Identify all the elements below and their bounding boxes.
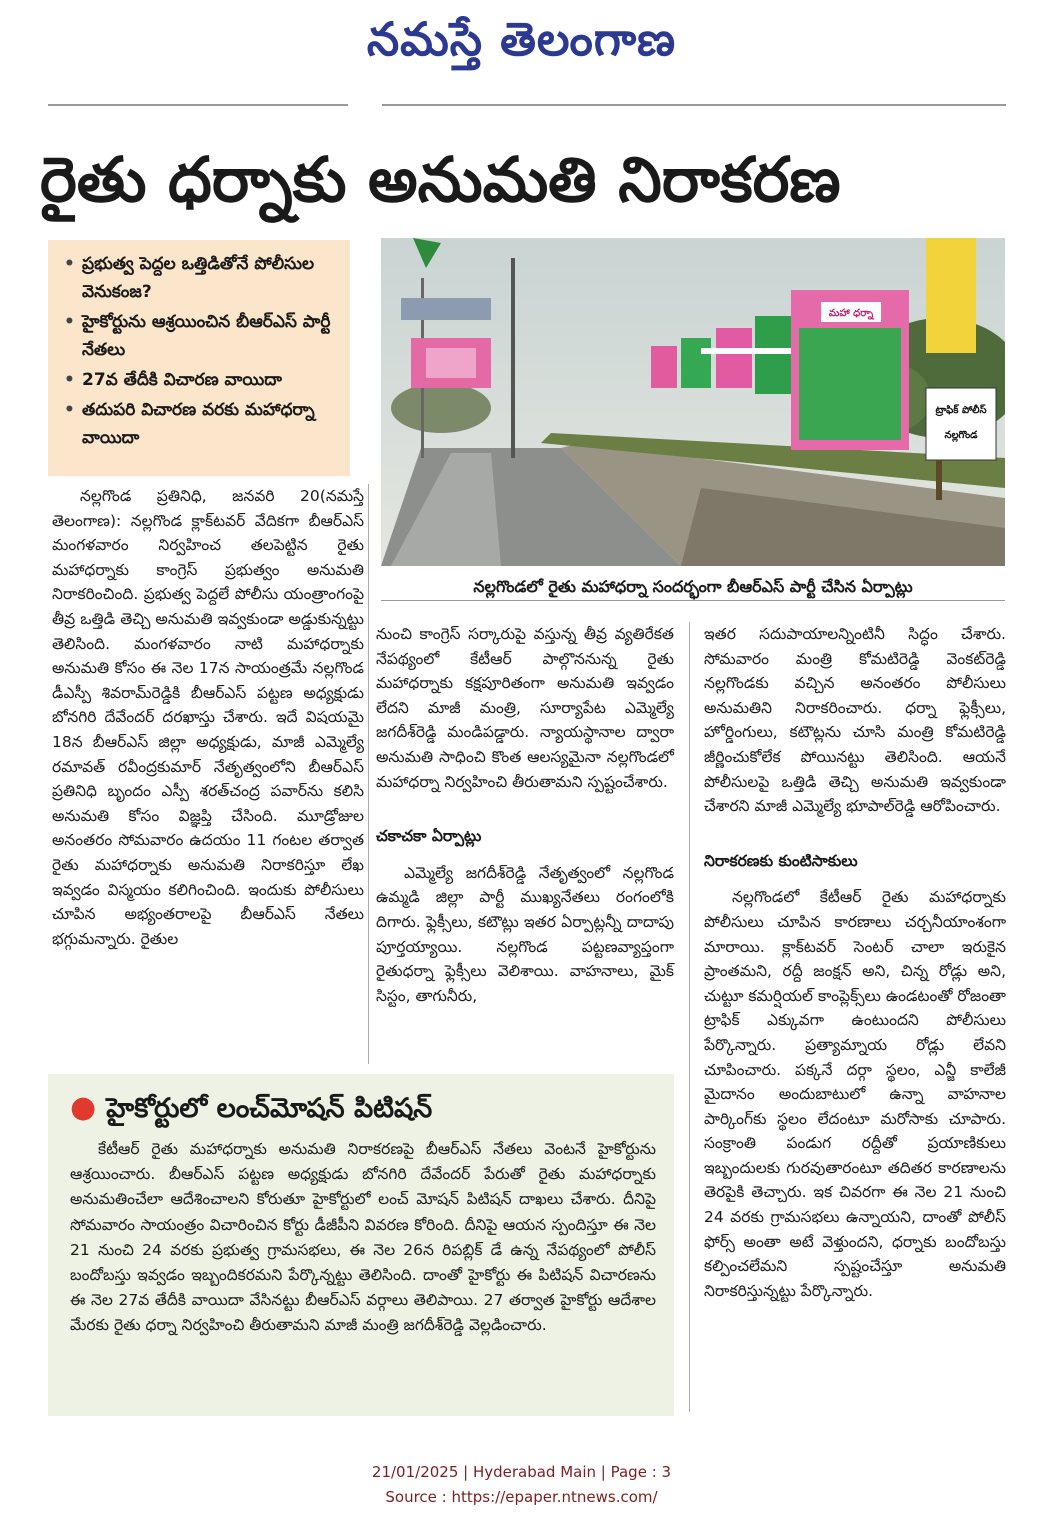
headline: రైతు ధర్నాకు అనుమతి నిరాకరణ	[40, 143, 841, 216]
article-column-2	[376, 622, 674, 1008]
highcourt-box	[48, 1074, 674, 1416]
traffic-police-sign-line1: ట్రాఫిక్ పోలీస్	[935, 405, 987, 416]
column-2-para-2: ఎమ్మెల్యే జగదీశ్‌రెడ్డి నేతృత్వంలో నల్లగొండ ఉమ్మడి జిల్లా పార్టీ ముఖ్యనేతలు రంగంలోకి దిగారు. ఫ్లెక్సీలు, కటౌట్లు ఇతర ఏర్పాట్లన్నీ దాదాపు పూర్తయ్యాయి. నల్లగొండ పట్టణవ్యాప్తంగా రైతుధర్నా ఫ్లెక్సీలు వెలిశాయి. వాహనాలు, మైక్‌ సిస్టం, తాగునీరు,	[376, 863, 674, 1005]
article-column-3	[704, 622, 1006, 1422]
caption-rule	[381, 600, 1005, 601]
highcourt-body: కేటీఆర్‌ రైతు మహాధర్నాకు అనుమతి నిరాకరణపై బీఆర్‌ఎస్‌ నేతలు వెంటనే హైకోర్టును ఆశ్రయించారు. బీఆర్‌ఎస్‌ పట్టణ అధ్యక్షుడు బోనగిరి దేవేందర్‌ పేరుతో రైతు మహాధర్నాకు అనుమతించేలా ఆదేశించాలని కోరుతూ హైకోర్టులో లంచ్‌ మోషన్‌ పిటిషన్‌ దాఖలు చేశారు. దీనిపై సోమవారం సాయంత్రం విచారించిన కోర్టు డీజీపీని వివరణ కోరింది. దీనిపై ఆయన స్పందిస్తూ ఈ నెల 21 నుంచి 24 వరకు ప్రభుత్వ గ్రామసభలు, ఈ నెల 26న రిపబ్లిక్‌ డే ఉన్న నేపథ్యంలో పోలీస్‌ బందోబస్తు ఇవ్వడం ఇబ్బందికరమని పేర్కొన్నట్టు తెలిసింది. దాంతో హైకోర్టు ఈ పిటిషన్‌ విచారణను ఈ నెల 27వ తేదీకి వాయిదా వేసినట్టు బీఆర్‌ఎస్‌ వర్గాలు తెలిపాయి. 27 తర్వాత హైకోర్టు ఆదేశాల మేరకు రైతు ధర్నా నిర్వహించి తీరుతామని మాజీ మంత్రి జగదీశ్‌రెడ్డి వెల్లడించారు.	[70, 1140, 656, 1335]
traffic-police-sign-line2: నల్లగొండ	[944, 430, 978, 441]
footer-source[interactable]: Source : https://epaper.ntnews.com/	[385, 1488, 658, 1506]
subhead-nirakarana: నిరాకరణకు కుంటిసాకులు	[704, 851, 858, 870]
highlight-item: • ప్రభుత్వ పెద్దల ఒత్తిడితోనే పోలీసుల వెనుకంజ?	[64, 254, 315, 302]
highlight-item: • 27వ తేదీకి విచారణ వాయిదా	[64, 370, 282, 390]
highlight-item: • హైకోర్టును ఆశ్రయించిన బీఆర్‌ఎస్‌ పార్టీ నేతలు	[64, 312, 331, 360]
column-3-para-2: నల్లగొండలో కేటీఆర్‌ రైతు మహాధర్నాకు పోలీసులు చూపిన కారణాలు చర్చనీయాంశంగా మారాయి. క్లాక్‌టవర్‌ సెంటర్‌ చాలా ఇరుకైన ప్రాంతమని, రద్దీ జంక్షన్‌ అని, చిన్న రోడ్లు అని, చుట్టూ కమర్షియల్‌ కాంప్లెక్స్‌లు ఉండటంతో రోజంతా ట్రాఫిక్‌ ఎక్కువగా ఉంటుందని పోలీసులు పేర్కొన్నారు. ప్రత్యామ్నాయ రోడ్లు లేవని చూపించారు. పక్కనే దర్గా స్థలం, ఎన్జీ కాలేజీ మైదానం అందుబాటులో ఉన్నా వాహనాల పార్కింగ్‌కు స్థలం లేదంటూ మరోసాకు చూపారు. సంక్రాంతి పండుగ రద్దీతో ప్రయాణికులు ఇబ్బందులకు గురవుతారంటూ తదితర కారణాలను తెరపైకి తెచ్చారు. ఇక చివరగా ఈ నెల 21 నుంచి 24 వరకు గ్రామసభలు ఉన్నాయని, దాంతో పోలీస్‌ ఫోర్స్‌ అంతా అటే వెళ్తుందని, ధర్నాకు బందోబస్తు కల్పించలేమని స్పష్టంచేస్తూ అనుమతి నిరాకరిస్తున్నట్టు పేర్కొన్నారు.	[704, 888, 1006, 1300]
column-divider	[689, 622, 690, 1412]
column-2-para-1: నుంచి కాంగ్రెస్‌ సర్కారుపై వస్తున్న తీవ్ర వ్యతిరేకత నేపథ్యంలో కేటీఆర్‌ పాల్గొననున్న రైతు మహాధర్నాకు కక్షపూరితంగా అనుమతి ఇవ్వడం లేదని మాజీ మంత్రి, సూర్యాపేట ఎమ్మెల్యే జగదీశ్‌రెడ్డి మండిపడ్డారు. న్యాయస్థానాల ద్వారా అనుమతి సాధించి కొంత ఆలస్యమైనా నల్లగొండలో మహాధర్నా నిర్వహించి తీరుతామని స్పష్టంచేశారు.	[376, 625, 674, 791]
column-divider	[368, 484, 369, 1064]
masthead-logo: నమస్తే తెలంగాణ	[366, 12, 677, 66]
highlight-item: • తదుపరి విచారణ వరకు మహాధర్నా వాయిదా	[64, 400, 315, 448]
bullet-icon: ●	[70, 1090, 97, 1125]
news-photo	[381, 238, 1005, 566]
subhead-chakachaka: చకాచకా ఏర్పాట్లు	[376, 827, 482, 846]
highlights-box	[48, 240, 350, 476]
footer-date-edition: 21/01/2025 | Hyderabad Main | Page : 3	[371, 1463, 672, 1481]
top-rule-right	[382, 104, 1006, 106]
article-column-1	[52, 484, 364, 1064]
top-rule-left	[48, 104, 348, 106]
column-3-para-1: ఇతర సదుపాయాలన్నింటినీ సిద్ధం చేశారు. సోమవారం మంత్రి కోమటిరెడ్డి వెంకట్‌రెడ్డి నల్లగొండకు వచ్చిన అనంతరం పోలీసులు అనుమతిని నిరాకరించారు. ధర్నా ఫ్లెక్సీలు, హోర్డింగులు, కటౌట్లను చూసి మంత్రి కోమటిరెడ్డి జీర్ణించుకోలేక పోయినట్టు తెలిసింది. ఆయనే పోలీసులపై ఒత్తిడి తెచ్చి అనుమతి ఇవ్వకుండా చేశారని మాజీ ఎమ్మెల్యే భూపాల్‌రెడ్డి ఆరోపించారు.	[704, 625, 1006, 816]
banner-maha-dharna: మహా ధర్నా	[828, 308, 874, 319]
highcourt-heading: ● హైకోర్టులో లంచ్‌మోషన్‌ పిటిషన్‌	[70, 1090, 433, 1125]
photo-caption: నల్లగొండలో రైతు మహాధర్నా సందర్భంగా బీఆర్‌ఎస్‌ పార్టీ చేసిన ఏర్పాట్లు	[473, 577, 913, 596]
column-1-text: నల్లగొండ ప్రతినిధి, జనవరి 20(నమస్తే తెలంగాణ): నల్లగొండ క్లాక్‌టవర్‌ వేదికగా బీఆర్‌ఎస్‌ మంగళవారం నిర్వహించ తలపెట్టిన రైతు మహాధర్నాకు కాంగ్రెస్‌ ప్రభుత్వం అనుమతి నిరాకరించింది. ప్రభుత్వ పెద్దలే పోలీసు యంత్రాంగంపై తీవ్ర ఒత్తిడి తెచ్చి అనుమతి ఇవ్వకుండా అడ్డుకున్నట్టు తెలిసింది. మంగళవారం నాటి మహాధర్నాకు అనుమతి కోసం ఈ నెల 17న సాయంత్రమే నల్లగొండ డీఎస్పీ శివరామ్‌రెడ్డికి బీఆర్‌ఎస్‌ పట్టణ అధ్యక్షుడు బోనగిరి దేవేందర్‌ దరఖాస్తు చేశారు. ఇదే విషయమై 18న బీఆర్‌ఎస్‌ జిల్లా అధ్యక్షుడు, మాజీ ఎమ్మెల్యే రమావత్‌ రవీంద్రకుమార్‌ నేతృత్వంలోని బీఆర్‌ఎస్‌ ప్రతినిధి బృందం ఎస్పీ శరత్‌చంద్ర పవార్‌ను కలిసి అనుమతి కోసం విజ్ఞప్తి చేసింది. మూడ్రోజుల అనంతరం సోమవారం ఉదయం 11 గంటల తర్వాత రైతు మహాధర్నాకు అనుమతి నిరాకరిస్తూ లేఖ ఇవ్వడం విస్మయం కలిగించింది. ఇందుకు పోలీసులు చూపిన అభ్యంతరాలపై బీఆర్‌ఎస్‌ నేతలు భగ్గుమన్నారు. రైతుల	[52, 487, 364, 948]
